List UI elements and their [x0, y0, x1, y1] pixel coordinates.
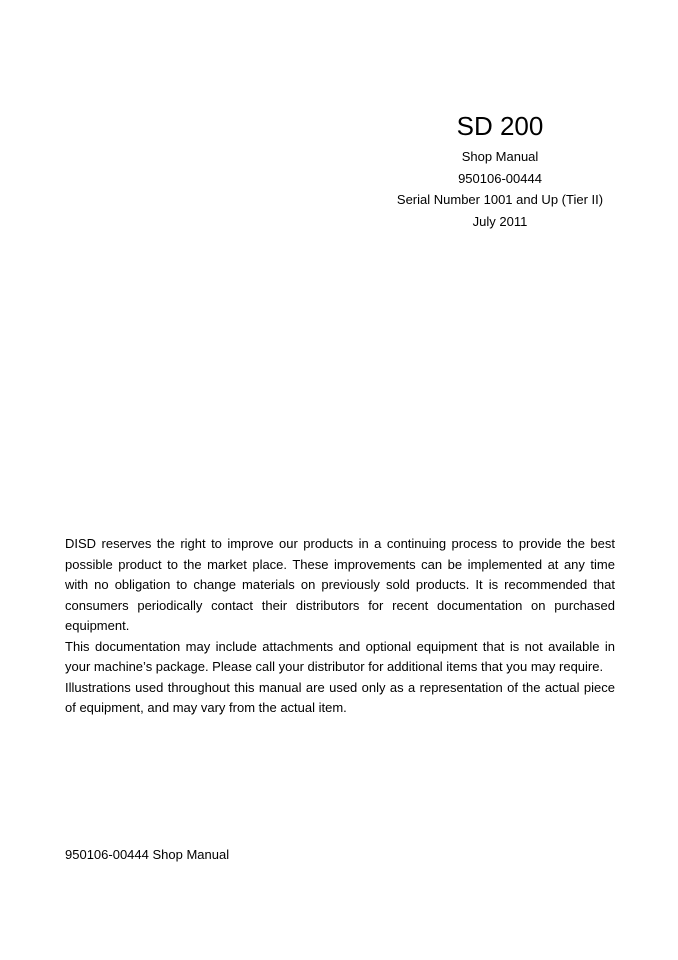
manual-type: Shop Manual: [461, 149, 539, 164]
disclaimer-paragraph: Illustrations used throughout this manual are used only as a representation of the actual piece of equipment, and may vary from the actual item.: [65, 679, 615, 715]
page-title: SD 200: [456, 111, 544, 141]
serial-range: Serial Number 1001 and Up (Tier II): [396, 192, 604, 207]
part-number: 950106-00444: [458, 170, 542, 186]
title-block: [385, 110, 615, 232]
page-footer: 950106-00444 Shop Manual: [65, 847, 230, 862]
publication-date: July 2011: [472, 213, 528, 229]
disclaimer-paragraph: DISD reserves the right to improve our products in a continuing process to provide the best possible product to the market place. These improvements can be implemented at any time with no obligation to change materials on previously sold products. It is recommended that consumers periodically contact their distributors for recent documentation on purchased equipment.: [65, 536, 615, 633]
disclaimer-paragraph: This documentation may include attachments and optional equipment that is not available in your machine’s package. Please call your distributor for additional items that you may require.: [65, 638, 615, 674]
disclaimer: [65, 534, 615, 719]
